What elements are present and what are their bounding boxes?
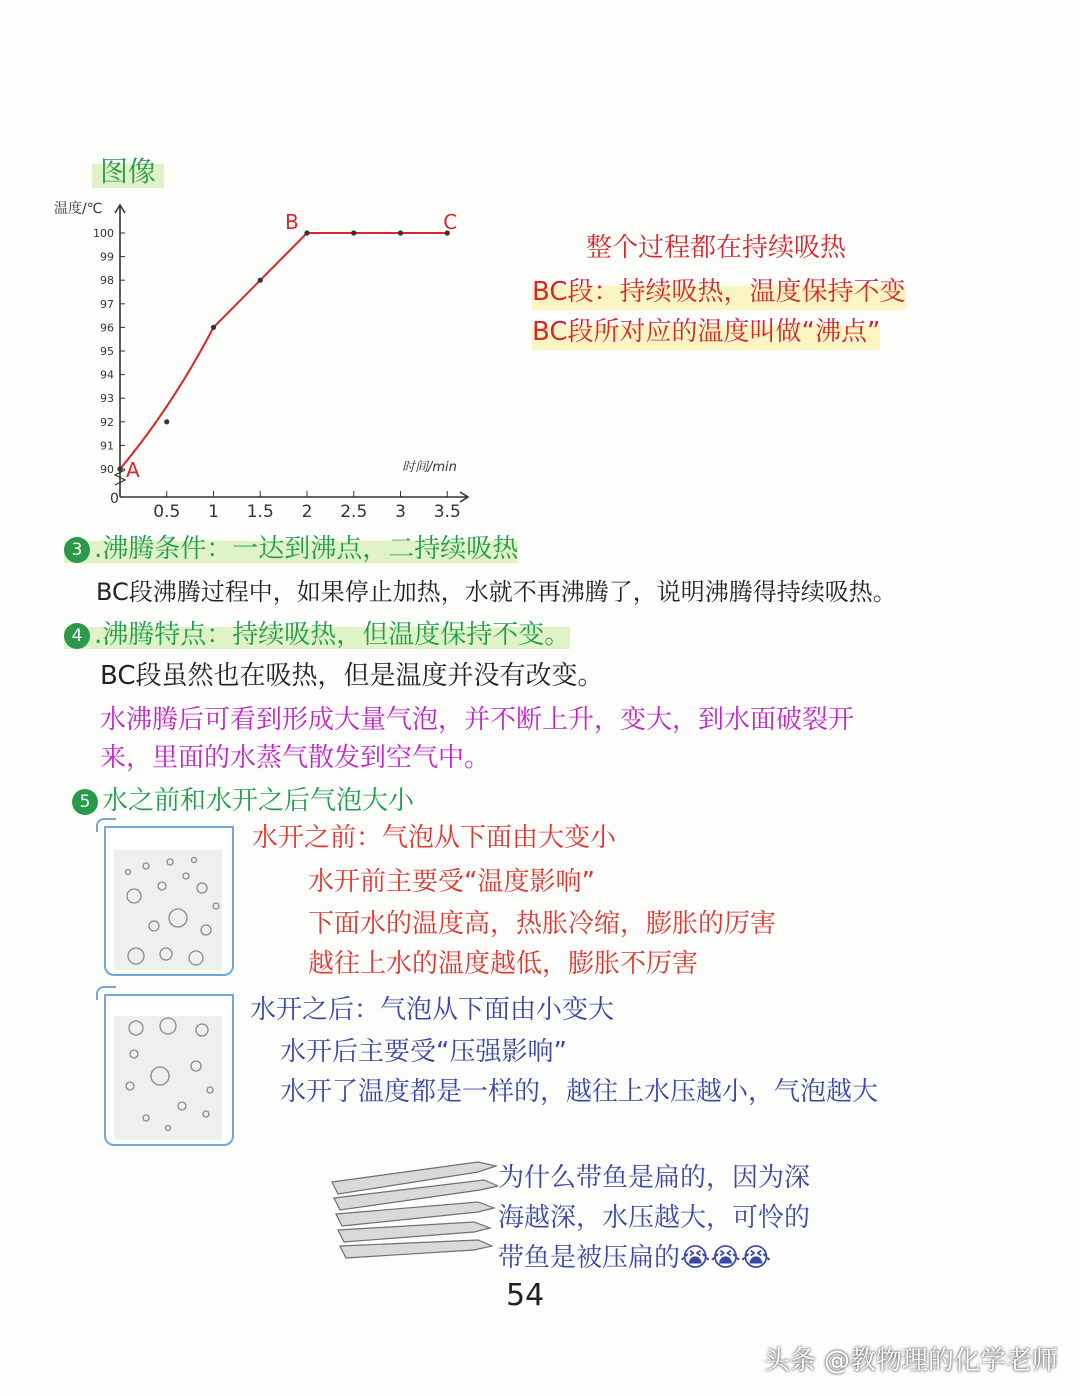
fish-line-3: 带鱼是被压扁的😭😭😭: [498, 1243, 772, 1273]
section-4-heading-text: .沸腾特点：持续吸热，但温度保持不变。: [94, 620, 571, 650]
data-point: [351, 230, 356, 235]
bubbles-before-illustration: [106, 826, 232, 974]
data-point: [211, 325, 216, 330]
fish-line-1: 为什么带鱼是扁的，因为深: [498, 1163, 811, 1193]
y-tick-label: 100: [93, 227, 114, 240]
beaker-before-boiling: [104, 826, 234, 976]
chart-note-3: BC段所对应的温度叫做“沸点”: [532, 312, 880, 352]
y-tick-label: 94: [100, 368, 114, 382]
y-tick-label: 98: [100, 274, 114, 288]
data-point: [117, 466, 122, 471]
y-axis-break: [115, 470, 125, 485]
origin-label: 0: [110, 491, 119, 507]
data-line: [120, 233, 447, 469]
hairtail-fish-illustration: [328, 1152, 498, 1268]
section-3-heading: [64, 528, 518, 565]
point-label-a: A: [126, 458, 140, 482]
section-3-heading-text: .沸腾条件：一达到沸点，二持续吸热: [94, 534, 519, 564]
temperature-time-chart: [40, 185, 500, 525]
watermark: 头条 @教物理的化学老师: [763, 1346, 1058, 1376]
fish-line-2: 海越深，水压越大，可怜的: [498, 1203, 811, 1233]
before-line-2: 水开前主要受“温度影响”: [308, 867, 595, 897]
y-tick-label: 99: [100, 250, 114, 264]
before-line-1: 水开之前：气泡从下面由大变小: [252, 823, 617, 853]
x-tick-label: 3.5: [433, 502, 461, 522]
section-4-desc-1: 水沸腾后可看到形成大量气泡，并不断上升，变大，到水面破裂开: [100, 705, 855, 735]
page-number: 54: [506, 1278, 545, 1313]
y-axis-label: 温度/℃: [54, 201, 103, 217]
x-tick-label: 1: [208, 502, 219, 522]
data-point: [164, 419, 169, 424]
section-3-text: BC段沸腾过程中，如果停止加热，水就不再沸腾了，说明沸腾得持续吸热。: [96, 578, 897, 606]
section-4-number: 4: [64, 623, 90, 649]
y-tick-label: 95: [100, 345, 114, 358]
y-tick-label: 92: [100, 415, 114, 429]
y-tick-label: 96: [100, 321, 114, 335]
y-tick-label: 93: [100, 392, 114, 406]
beaker-after-boiling: [104, 994, 234, 1146]
section-3-number: 3: [64, 537, 90, 563]
chart-note-2: BC段：持续吸热，温度保持不变: [532, 272, 906, 312]
x-tick-label: 3: [395, 502, 406, 522]
chart-note-1: 整个过程都在持续吸热: [586, 233, 847, 263]
x-tick-label: 0.5: [153, 502, 181, 522]
section-4-desc-2: 来，里面的水蒸气散发到空气中。: [100, 743, 491, 773]
section-5-number: 5: [72, 789, 98, 815]
x-tick-label: 1.5: [246, 502, 274, 522]
y-tick-label: 97: [100, 297, 114, 311]
after-line-2: 水开后主要受“压强影响”: [280, 1037, 567, 1067]
before-line-3: 下面水的温度高，热胀冷缩，膨胀的厉害: [308, 909, 777, 939]
point-label-c: C: [443, 210, 458, 234]
y-tick-label: 90: [100, 463, 114, 476]
data-point: [398, 230, 403, 235]
data-point: [258, 278, 263, 283]
bubbles-after-illustration: [106, 994, 232, 1144]
before-line-4: 越往上水的温度越低，膨胀不厉害: [308, 949, 699, 979]
point-label-b: B: [285, 210, 299, 234]
section-4-text: BC段虽然也在吸热，但是温度并没有改变。: [100, 661, 604, 691]
x-tick-label: 2.5: [340, 502, 368, 522]
section-5-heading: [72, 780, 414, 817]
section-4-heading: [64, 614, 570, 651]
x-tick-label: 2: [301, 502, 313, 522]
y-tick-label: 91: [100, 439, 114, 453]
section-title: 图像: [92, 150, 164, 190]
x-axis-label: 时间/min: [402, 460, 457, 475]
after-line-1: 水开之后：气泡从下面由小变大: [250, 995, 615, 1025]
section-5-heading-text: 水之前和水开之后气泡大小: [102, 786, 415, 816]
after-line-3: 水开了温度都是一样的，越往上水压越小，气泡越大: [280, 1077, 879, 1107]
data-point: [304, 230, 309, 235]
